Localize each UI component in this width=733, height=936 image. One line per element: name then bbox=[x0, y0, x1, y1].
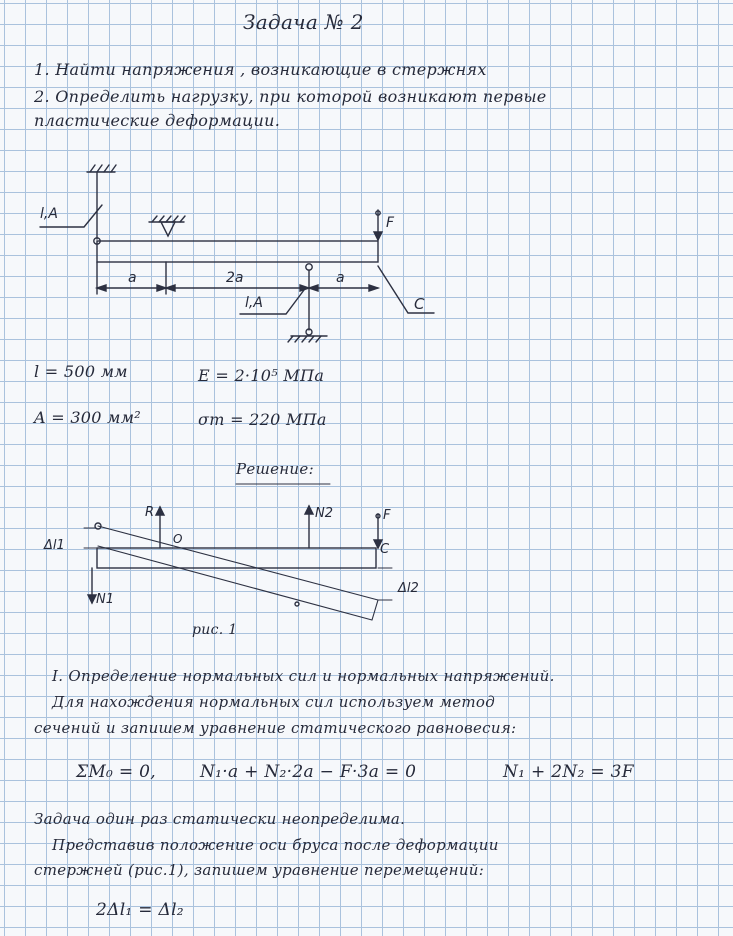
text-line-3: Задача один раз статически неопределима. bbox=[34, 810, 406, 828]
task-line-1: 1. Найти напряжения , возникающие в стержнях bbox=[34, 60, 487, 79]
dim-a-2: a bbox=[336, 270, 345, 286]
task-line-2: 2. Определить нагрузку, при которой возникают первые bbox=[34, 87, 547, 106]
equation-simplified: N₁ + 2N₂ = 3F bbox=[503, 762, 634, 782]
dim-2a: 2a bbox=[226, 270, 244, 286]
section-heading: I. Определение нормальных сил и нормальных напряжений. bbox=[52, 667, 555, 685]
text-line-4: Представив положение оси бруса после деформации bbox=[52, 836, 499, 854]
solution-figure bbox=[84, 506, 392, 620]
fig1-dl2-label: Δl2 bbox=[398, 581, 419, 596]
task-line-3: пластические деформации. bbox=[34, 111, 281, 130]
param-e: E = 2·10⁵ МПа bbox=[198, 366, 325, 385]
structural-scheme bbox=[40, 165, 434, 342]
text-line-2: сечений и запишем уравнение статического равновесия: bbox=[34, 719, 517, 737]
equation-moment: ΣM₀ = 0, bbox=[76, 762, 156, 782]
fig1-dl1-label: Δl1 bbox=[44, 538, 65, 553]
mid-hinge-top bbox=[306, 264, 312, 270]
fig1-n2-label: N2 bbox=[315, 506, 333, 521]
text-line-5: стержней (рис.1), запишем уравнение перемещений: bbox=[34, 861, 485, 879]
point-c-label: C bbox=[414, 295, 425, 313]
fig1-c-label: C bbox=[380, 542, 390, 557]
fig1-r-label: R bbox=[145, 505, 155, 520]
fig1-f-label: F bbox=[383, 508, 391, 523]
dim-a-1: a bbox=[128, 270, 137, 286]
force-label: F bbox=[386, 215, 395, 231]
beam bbox=[97, 241, 378, 262]
fig1-beam bbox=[97, 548, 376, 568]
text-line-1: Для нахождения нормальных сил используем метод bbox=[52, 693, 496, 711]
rod-left-label: l,A bbox=[40, 206, 58, 222]
solution-heading: Решение: bbox=[236, 460, 314, 478]
fig1-n1-label: N1 bbox=[96, 592, 114, 607]
page-title: Задача № 2 bbox=[243, 10, 364, 34]
pin-support bbox=[161, 222, 175, 236]
fig1-o-label: O bbox=[173, 532, 183, 546]
param-l: l = 500 мм bbox=[34, 362, 128, 381]
rod-mid-label: l,A bbox=[245, 295, 263, 311]
equation-balance: N₁·a + N₂·2a − F·3a = 0 bbox=[200, 762, 417, 782]
fig1-caption: рис. 1 bbox=[192, 622, 238, 638]
param-sigma: σт = 220 МПа bbox=[198, 410, 327, 429]
equation-displacement: 2Δl₁ = Δl₂ bbox=[96, 900, 184, 920]
param-a: A = 300 мм² bbox=[34, 408, 142, 427]
